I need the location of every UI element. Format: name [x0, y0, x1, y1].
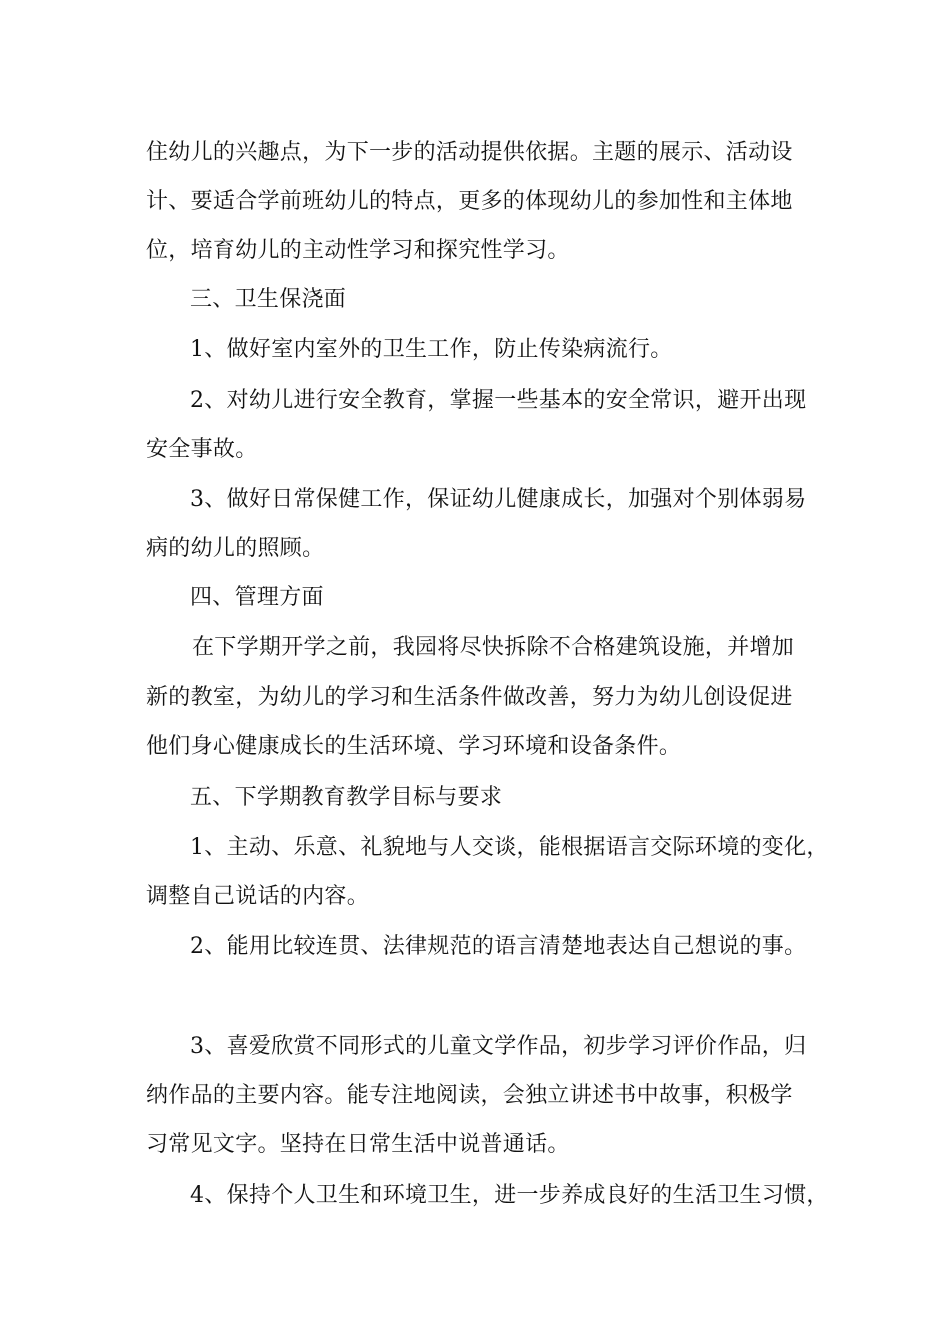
- paragraph-line: 他们身心健康成长的生活环境、学习环境和设备条件。: [146, 734, 682, 759]
- list-item-continuation: 病的幼儿的照顾。: [146, 536, 325, 561]
- list-item-continuation: 纳作品的主要内容。能专注地阅读，会独立讲述书中故事，积极学: [146, 1083, 793, 1108]
- list-item: 3、喜爱欣赏不同形式的儿童文学作品，初步学习评价作品，归: [190, 1034, 807, 1059]
- list-item: 3、做好日常保健工作，保证幼儿健康成长，加强对个别体弱易: [190, 487, 807, 512]
- list-item: 1、主动、乐意、礼貌地与人交谈，能根据语言交际环境的变化，: [190, 835, 829, 860]
- paragraph-line: 计、要适合学前班幼儿的特点，更多的体现幼儿的参加性和主体地: [146, 189, 793, 214]
- paragraph-line: 位，培育幼儿的主动性学习和探究性学习。: [146, 238, 570, 263]
- list-item: 4、保持个人卫生和环境卫生，进一步养成良好的生活卫生习惯，: [190, 1183, 829, 1208]
- section-heading: 四、管理方面: [190, 585, 324, 610]
- list-item: 2、对幼儿进行安全教育，掌握一些基本的安全常识，避开出现: [190, 388, 807, 413]
- list-item-continuation: 习常见文字。坚持在日常生活中说普通话。: [146, 1132, 570, 1157]
- list-item-continuation: 安全事故。: [146, 437, 258, 462]
- paragraph-line: 住幼儿的兴趣点，为下一步的活动提供依据。主题的展示、活动设: [146, 140, 793, 165]
- section-heading: 五、下学期教育教学目标与要求: [190, 785, 503, 810]
- paragraph-line: 新的教室，为幼儿的学习和生活条件做改善，努力为幼儿创设促进: [146, 685, 793, 710]
- paragraph-line: 在下学期开学之前，我园将尽快拆除不合格建筑设施，并增加: [192, 635, 795, 660]
- list-item: 1、做好室内室外的卫生工作，防止传染病流行。: [190, 337, 673, 362]
- section-heading: 三、卫生保浇面: [190, 287, 347, 312]
- list-item-continuation: 调整自己说话的内容。: [146, 884, 370, 909]
- list-item: 2、能用比较连贯、法律规范的语言清楚地表达自己想说的事。: [190, 934, 807, 959]
